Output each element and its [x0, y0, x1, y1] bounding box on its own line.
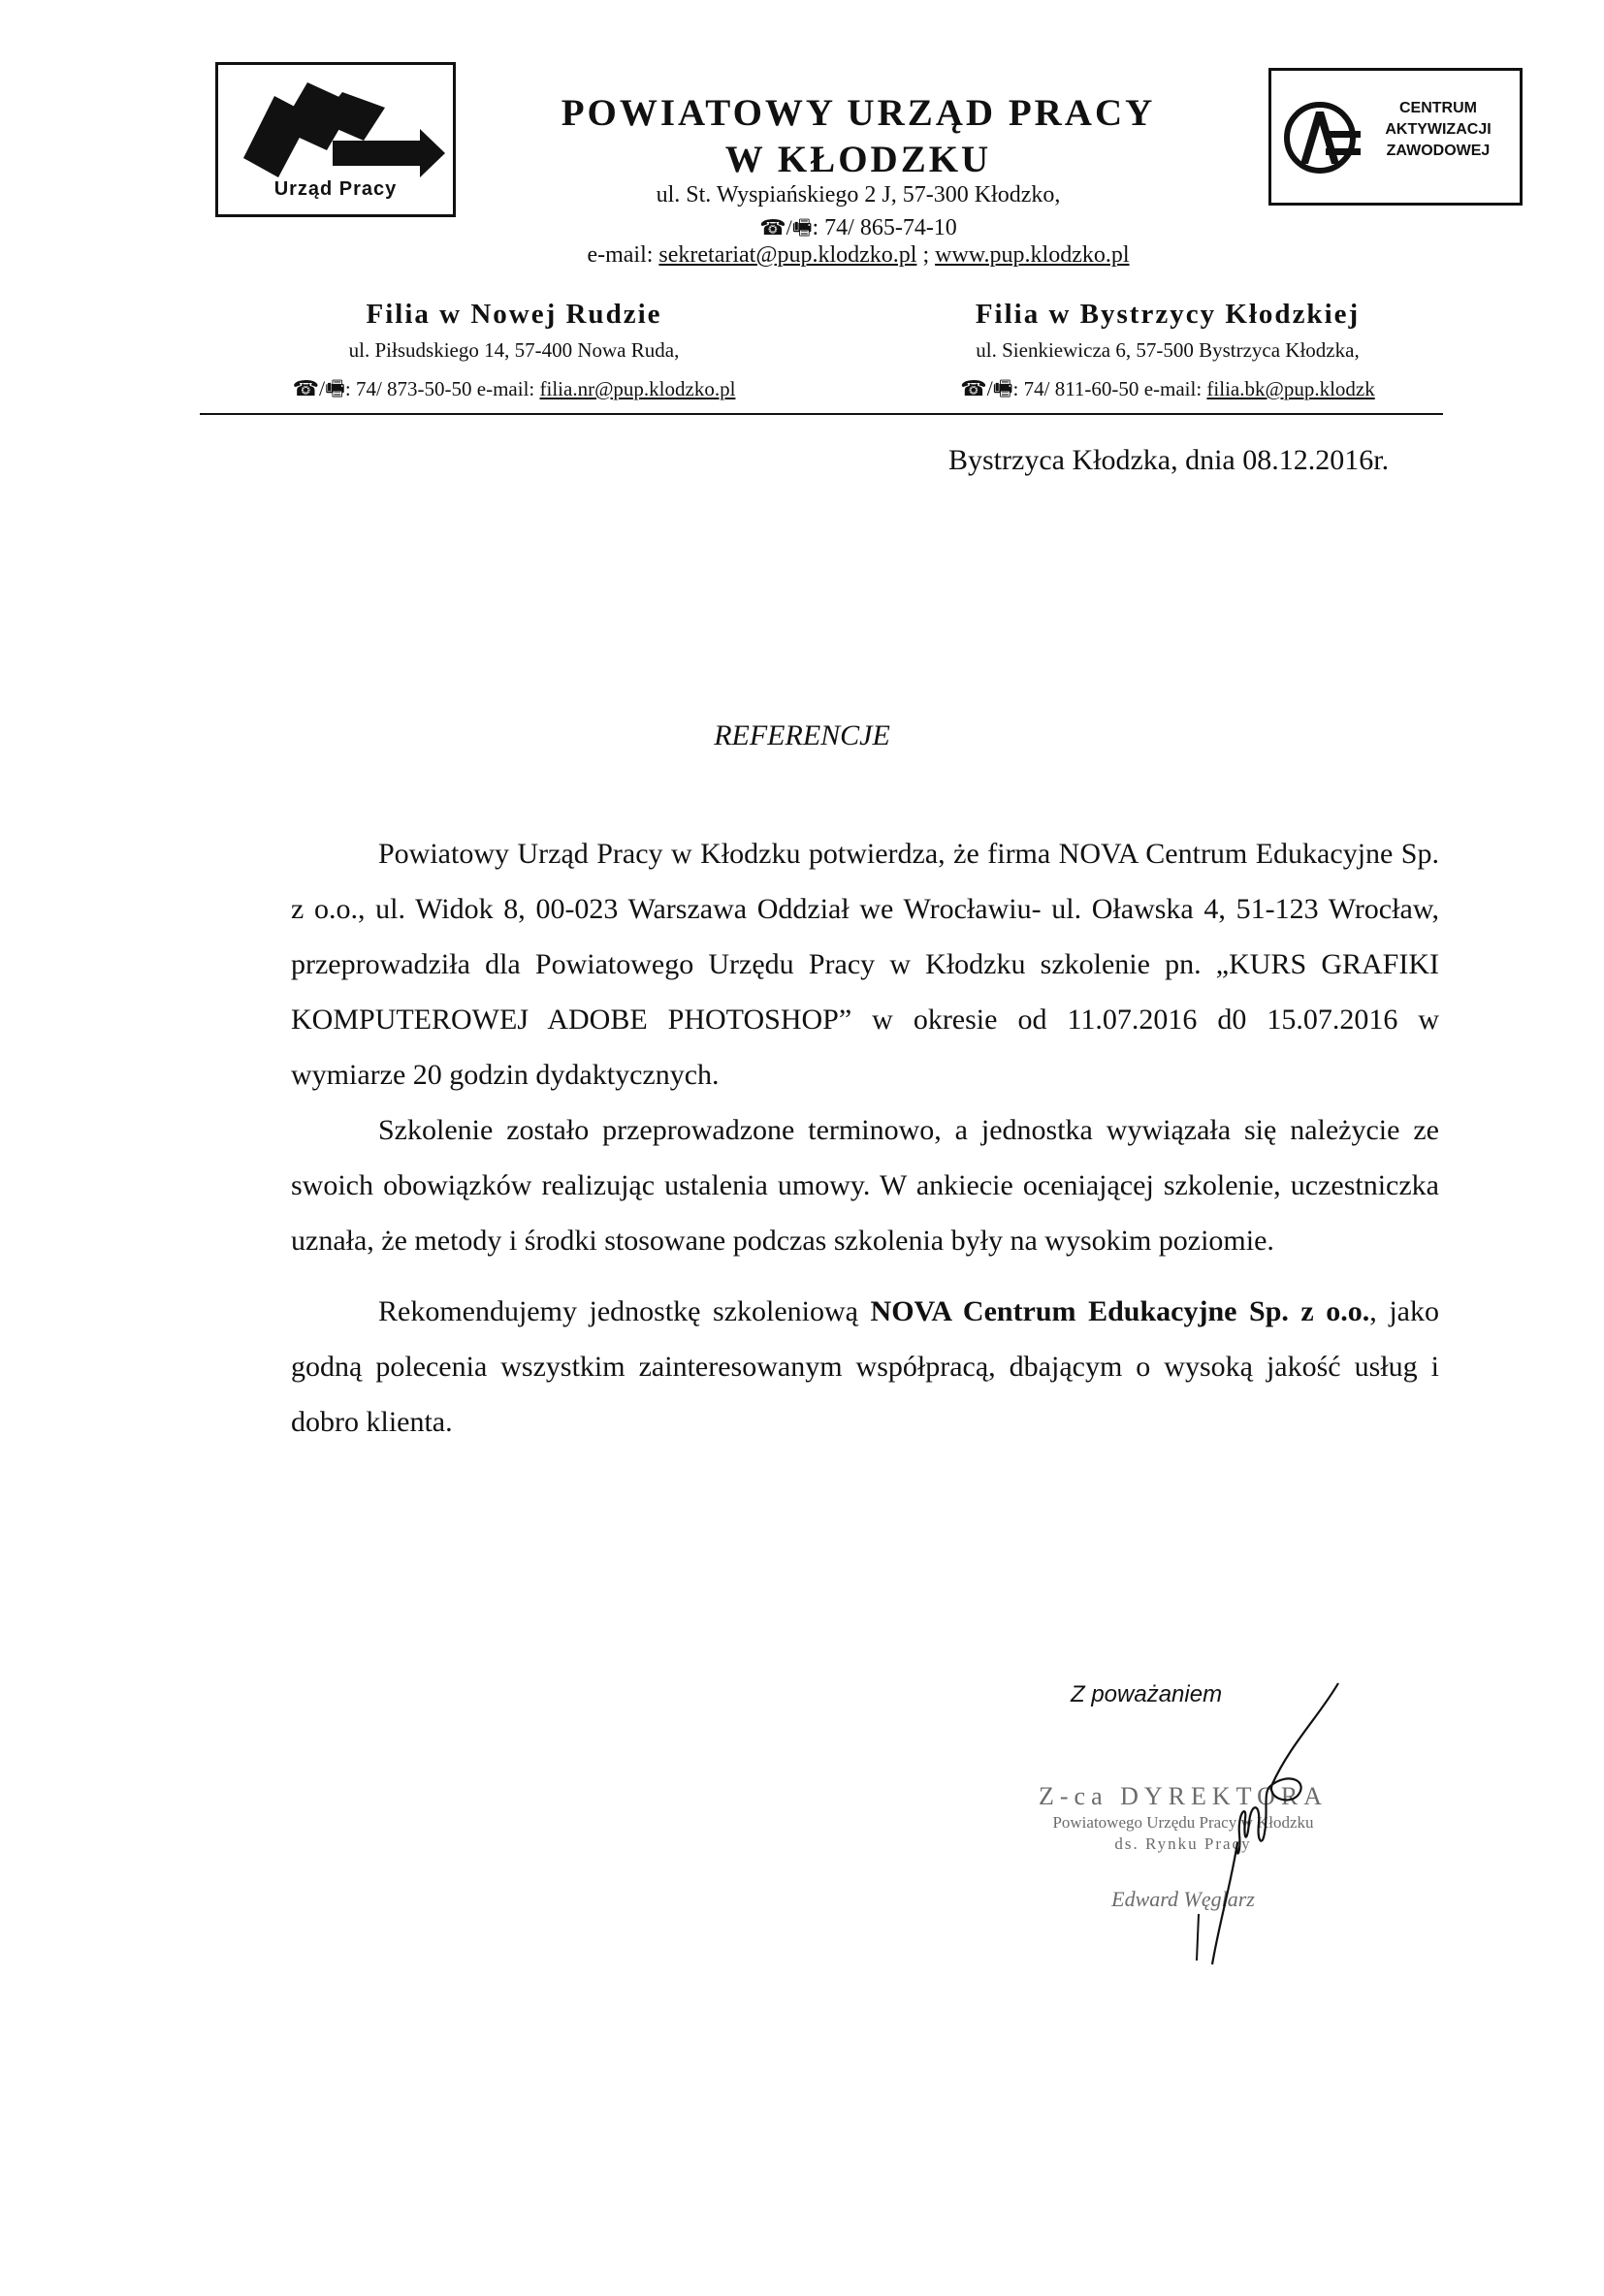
branch-bystrzyca [906, 299, 1429, 409]
phone-fax-icon: ☎/🖷 [759, 215, 813, 239]
recommended-company: NOVA Centrum Edukacyjne Sp. z o.o. [870, 1295, 1370, 1327]
contact-separator: ; [922, 242, 930, 268]
branch-contact-line [906, 372, 1429, 409]
caz-logo-graphic [1277, 94, 1364, 181]
phone-fax-icon: ☎/🖷 [960, 376, 1013, 400]
closing-phrase: Z poważaniem [1071, 1681, 1223, 1707]
caz-logo [1268, 68, 1523, 206]
body-paragraph-3 [291, 1284, 1439, 1450]
stamp-name: Edward Węglarz [1111, 1887, 1255, 1911]
date-line: Bystrzyca Kłodzka, dnia 08.12.2016r. [948, 444, 1390, 476]
pup-logo-label: Urząd Pracy [273, 178, 398, 200]
office-contact-line [465, 242, 1251, 269]
branch-email-link[interactable]: filia.bk@pup.klodzk [1206, 377, 1375, 400]
body-paragraph-1: Powiatowy Urząd Pracy w Kłodzku potwierdza, że firma NOVA Centrum Edukacyjne Sp. z o.o., ul. Widok 8, 00-023 Warszawa Oddział we Wrocławiu- ul. Oławska 4, 51-123 Wrocław, przeprowadziła dla Powiatowego Urzędu Pracy w Kłodzku szkolenie pn. „KURS GRAFIKI KOMPUTEROWEJ ADOBE PHOTOSHOP” w okresie od 11.07.2016 d0 15.07.2016 w wymiarze 20 godzin dydaktycznych. [291, 838, 1439, 1091]
caz-logo-text [1361, 98, 1516, 162]
caz-logo-line: ZAWODOWEJ [1386, 143, 1491, 159]
branch-address: ul. Piłsudskiego 14, 57-400 Nowa Ruda, [348, 338, 680, 362]
office-email-label: e-mail: [587, 242, 654, 268]
office-address: ul. St. Wyspiańskiego 2 J, 57-300 Kłodzko, [656, 182, 1061, 207]
branch-address: ul. Sienkiewicza 6, 57-500 Bystrzyca Kłodzka, [976, 338, 1360, 362]
office-website-link[interactable]: www.pup.klodzko.pl [935, 242, 1130, 268]
caz-logo-line: AKTYWIZACJI [1385, 121, 1492, 138]
office-city: W KŁODZKU [724, 139, 992, 180]
office-phone: : 74/ 865-74-10 [812, 215, 957, 240]
branch-title: Filia w Nowej Rudzie [366, 299, 662, 330]
office-name: POWIATOWY URZĄD PRACY [561, 92, 1156, 134]
branch-title: Filia w Bystrzycy Kłodzkiej [975, 299, 1361, 330]
branch-contact-line [272, 372, 756, 409]
pup-logo [215, 62, 456, 217]
body-p3-start: Rekomendujemy jednostkę szkoleniową [378, 1295, 871, 1327]
stamp-office: Powiatowego Urzędu Pracy w Kłodzku [1052, 1813, 1314, 1832]
body-p3-end: , jako godną polecenia wszystkim zainteresowanym współpracą, dbającym o wysoką jakość usług i dobro klienta. [291, 1295, 1439, 1438]
branch-phone: : 74/ 811-60-50 [1012, 377, 1139, 400]
branch-email-link[interactable]: filia.nr@pup.klodzko.pl [539, 377, 736, 400]
stamp-department: ds. Rynku Pracy [1114, 1834, 1252, 1853]
branch-email-label: e-mail: [476, 377, 535, 400]
phone-fax-icon: ☎/🖷 [292, 376, 345, 400]
signature-graphic [1173, 1677, 1358, 1968]
branch-nowa-ruda [272, 299, 756, 409]
branch-email-label: e-mail: [1143, 377, 1203, 400]
document-heading: REFERENCJE [714, 719, 890, 751]
body-paragraph-2: Szkolenie zostało przeprowadzone terminowo, a jednostka wywiązała się należycie ze swoich obowiązków realizując ustalenia umowy. W ankiecie oceniającej szkolenie, uczestniczka uznała, że metody i środki stosowane podczas szkolenia były na wysokim poziomie. [291, 1114, 1439, 1257]
caz-logo-line: CENTRUM [1399, 100, 1477, 116]
office-email-link[interactable]: sekretariat@pup.klodzko.pl [658, 242, 917, 268]
header-divider [200, 413, 1443, 415]
stamp-position: Z-ca DYREKTORA [1039, 1782, 1328, 1810]
branch-phone: : 74/ 873-50-50 [344, 377, 472, 400]
document-body [291, 826, 1439, 1450]
